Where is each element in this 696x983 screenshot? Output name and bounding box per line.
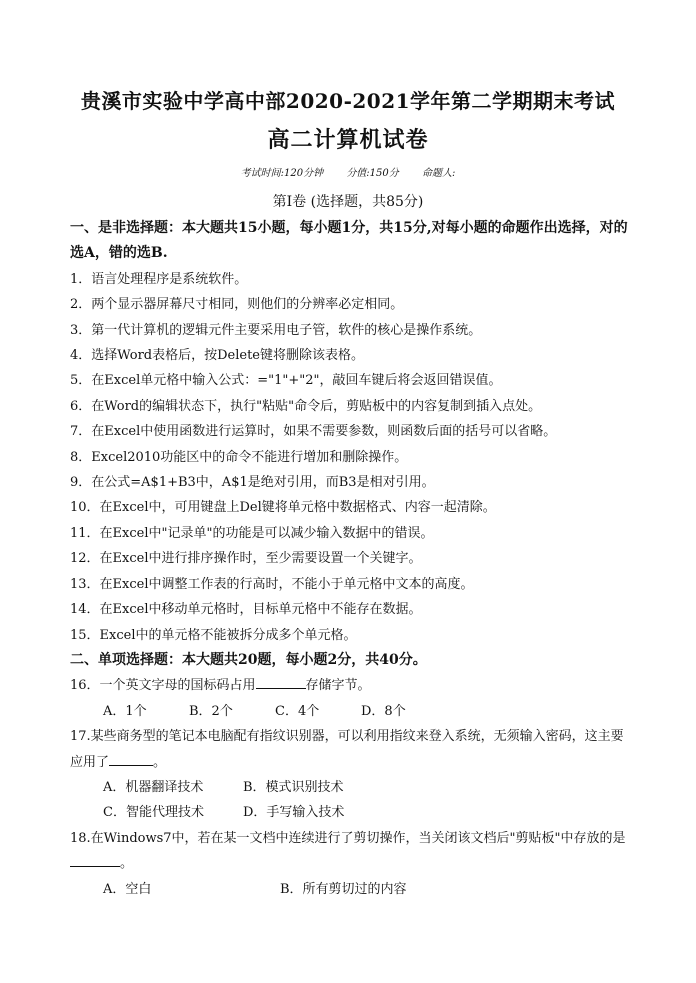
exam-score: 分值:150分 bbox=[346, 168, 399, 179]
option-a: A．1个 bbox=[103, 703, 147, 719]
question-item: 10．在Excel中，可用键盘上Del键将单元格中数据格式、内容一起清除。 bbox=[70, 500, 496, 516]
part2-heading: 二、单项选择题：本大题共20题，每小题2分，共40分。 bbox=[70, 651, 427, 668]
option-a: A．空白 bbox=[103, 881, 152, 897]
question-item: 14．在Excel中移动单元格时，目标单元格中不能存在数据。 bbox=[70, 602, 422, 618]
question-item: 2．两个显示器屏幕尺寸相同，则他们的分辨率必定相同。 bbox=[70, 297, 404, 313]
answer-blank bbox=[256, 676, 306, 689]
question-item: 5．在Excel单元格中输入公式：="1"+"2"，敲回车键后将会返回错误值。 bbox=[70, 373, 502, 389]
question-16-stem-end: 存储字节。 bbox=[305, 678, 371, 694]
question-18-stem-end: 。 bbox=[120, 856, 134, 872]
exam-subtitle: 高二计算机试卷 bbox=[267, 127, 429, 153]
answer-blank bbox=[109, 753, 153, 766]
exam-title: 贵溪市实验中学高中部2020-2021学年第二学期期末考试 bbox=[80, 89, 616, 113]
question-item: 9．在公式=A$1+B3中，A$1是绝对引用，而B3是相对引用。 bbox=[70, 475, 435, 491]
question-item: 11．在Excel中"记录单"的功能是可以减少输入数据中的错误。 bbox=[70, 525, 434, 541]
option-c: C．智能代理技术 bbox=[103, 805, 204, 821]
question-16-stem-start: 16．一个英文字母的国标码占用 bbox=[70, 678, 256, 694]
part1-heading: 一、是非选择题：本大题共15小题，每小题1分，共15分,对每小题的命题作出选择，对的选A，错的选B. bbox=[70, 220, 628, 262]
question-item: 6．在Word的编辑状态下，执行"粘贴"命令后，剪贴板中的内容复制到插入点处。 bbox=[70, 398, 542, 414]
section-title: 第Ⅰ卷 (选择题，共85分) bbox=[272, 194, 424, 210]
option-b: B．所有剪切过的内容 bbox=[280, 881, 407, 897]
option-b: B．2个 bbox=[189, 703, 233, 719]
question-item: 13．在Excel中调整工作表的行高时，不能小于单元格中文本的高度。 bbox=[70, 576, 474, 592]
exam-time: 考试时间:120分钟 bbox=[240, 168, 324, 179]
question-item: 15．Excel中的单元格不能被拆分成多个单元格。 bbox=[70, 627, 357, 643]
question-17-options-row2 bbox=[70, 800, 630, 825]
option-d: D．8个 bbox=[361, 703, 406, 719]
question-content bbox=[70, 216, 630, 902]
question-16 bbox=[70, 673, 630, 698]
exam-author: 命题人: bbox=[421, 168, 456, 179]
option-a: A．机器翻译技术 bbox=[103, 779, 204, 795]
option-d: D．手写输入技术 bbox=[243, 805, 345, 821]
question-18 bbox=[70, 826, 630, 877]
question-item: 4．选择Word表格后，按Delete键将删除该表格。 bbox=[70, 348, 364, 364]
question-17-stem-start: 17.某些商务型的笔记本电脑配有指纹识别器，可以利用指纹来登入系统，无须输入密码，这主要应用了 bbox=[70, 729, 624, 770]
option-b: B．模式识别技术 bbox=[243, 779, 344, 795]
question-17 bbox=[70, 724, 630, 775]
question-17-options-row1 bbox=[70, 775, 630, 800]
question-item: 12．在Excel中进行排序操作时，至少需要设置一个关键字。 bbox=[70, 551, 422, 567]
question-18-stem-start: 18.在Windows7中，若在某一文档中连续进行了剪切操作，当关闭该文档后"剪贴板"中存放的是 bbox=[70, 830, 626, 846]
option-c: C．4个 bbox=[275, 703, 320, 719]
question-item: 7．在Excel中使用函数进行运算时，如果不需要参数，则函数后面的括号可以省略。 bbox=[70, 424, 557, 440]
question-18-options bbox=[70, 877, 630, 902]
question-17-stem-end: 。 bbox=[153, 754, 167, 770]
exam-meta bbox=[0, 164, 696, 179]
question-item: 8．Excel2010功能区中的命令不能进行增加和删除操作。 bbox=[70, 449, 408, 465]
question-16-options bbox=[70, 699, 630, 724]
question-item: 1．语言处理程序是系统软件。 bbox=[70, 271, 248, 287]
question-item: 3．第一代计算机的逻辑元件主要采用电子管，软件的核心是操作系统。 bbox=[70, 322, 482, 338]
answer-blank bbox=[70, 854, 120, 867]
